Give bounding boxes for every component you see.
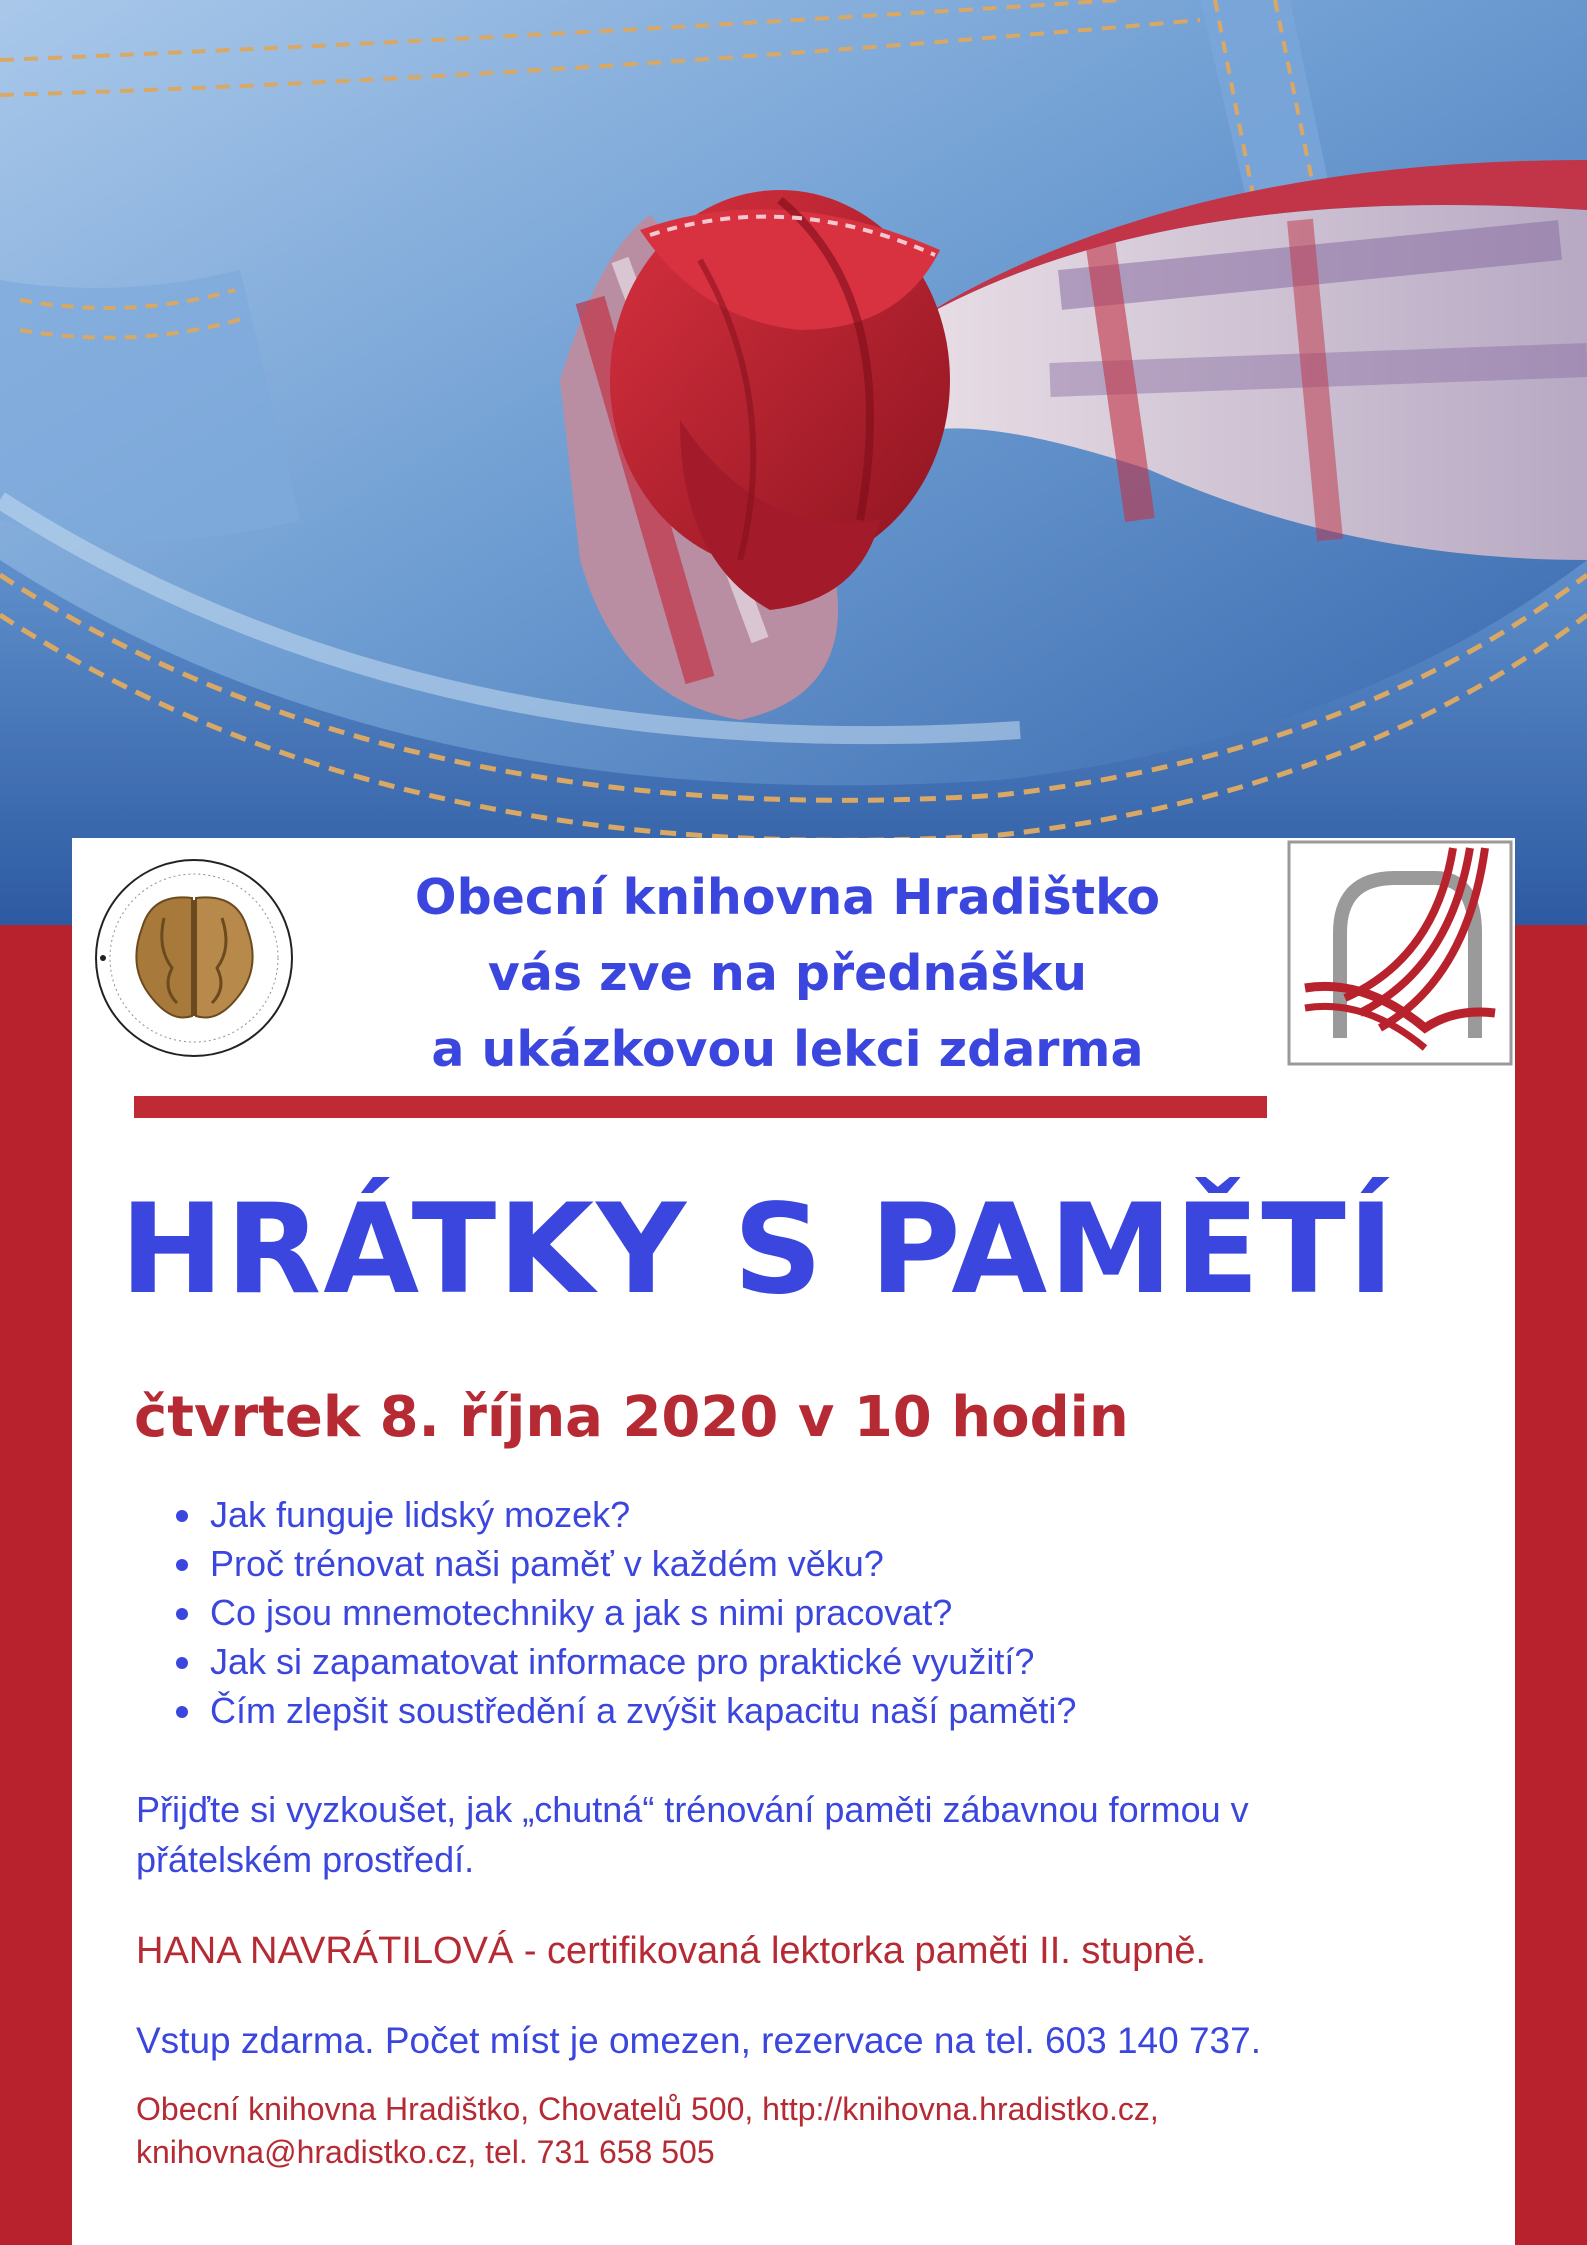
header-line-3: a ukázkovou lekci zdarma (431, 1021, 1144, 1078)
walnut-icon (72, 838, 310, 1076)
contact-info (136, 2088, 1159, 2174)
header-line-1: Obecní knihovna Hradištko (414, 869, 1161, 926)
contact-line-2: knihovna@hradistko.cz, tel. 731 658 505 (136, 2134, 715, 2170)
jeans-handkerchief-image (0, 0, 1587, 925)
invitation-paragraph: Přijďte si vyzkoušet, jak „chutná“ trénování paměti zábavnou formou v přátelském prostředí. (136, 1789, 1249, 1880)
event-date: čtvrtek 8. října 2020 v 10 hodin (134, 1385, 1129, 1450)
question-item: Co jsou mnemotechniky a jak s nimi pracovat? (176, 1588, 1076, 1637)
divider-rule (134, 1096, 1267, 1118)
question-item: Jak si zapamatovat informace pro praktické využití? (176, 1637, 1076, 1686)
event-title: HRÁTKY S PAMĚTÍ (120, 1178, 1396, 1322)
memory-society-logo (72, 838, 310, 1076)
question-item: Jak funguje lidský mozek? (176, 1490, 1076, 1539)
question-item: Čím zlepšit soustředění a zvýšit kapacitu naší paměti? (176, 1686, 1076, 1735)
question-item: Proč trénovat naši paměť v každém věku? (176, 1539, 1076, 1588)
entry-info: Vstup zdarma. Počet míst je omezen, rezervace na tel. 603 140 737. (136, 2020, 1261, 2061)
library-book-logo-icon (1285, 838, 1515, 1068)
header-photo (0, 0, 1587, 925)
contact-line-1: Obecní knihovna Hradištko, Chovatelů 500, http://knihovna.hradistko.cz, (136, 2091, 1159, 2127)
library-logo (1285, 838, 1515, 1068)
invitation-header (320, 860, 1255, 1088)
question-list (176, 1490, 1076, 1735)
lector-line: HANA NAVRÁTILOVÁ - certifikovaná lektorka paměti II. stupně. (136, 1930, 1207, 1972)
header-line-2: vás zve na přednášku (487, 945, 1088, 1002)
